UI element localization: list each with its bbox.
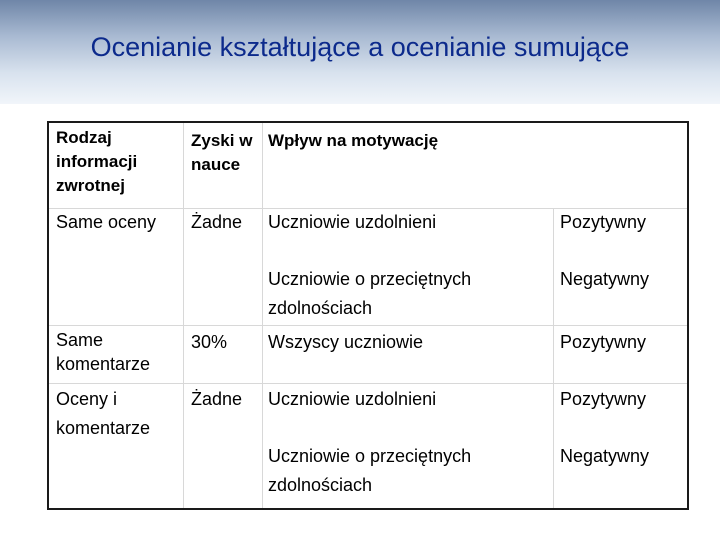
row5-student-group: Uczniowie o przeciętnych zdolnościach (268, 446, 472, 495)
column-divider (183, 123, 184, 508)
row3-feedback-type: Same komentarze (56, 330, 151, 374)
row3-student-group: Wszyscy uczniowie (268, 332, 424, 352)
row-divider (49, 325, 687, 326)
header-motivation-impact: Wpływ na motywację (268, 131, 439, 150)
row2-motivation-effect: Negatywny (560, 269, 650, 289)
row4-motivation-effect: Pozytywny (560, 389, 647, 409)
row1-feedback-type: Same oceny (56, 212, 157, 232)
row3-motivation-effect: Pozytywny (560, 332, 647, 352)
row3-learning-gain: 30% (191, 332, 228, 352)
row-divider (49, 383, 687, 384)
header-learning-gains: Zyski w nauce (191, 131, 253, 174)
column-divider (262, 123, 263, 508)
column-divider (553, 208, 554, 508)
row1-student-group: Uczniowie uzdolnieni (268, 212, 437, 232)
row4-feedback-type: Oceny i komentarze (56, 389, 151, 438)
slide-title: Ocenianie kształtujące a ocenianie sumujące (90, 32, 630, 62)
row4-learning-gain: Żadne (191, 389, 243, 409)
row2-student-group: Uczniowie o przeciętnych zdolnościach (268, 269, 472, 318)
row4-student-group: Uczniowie uzdolnieni (268, 389, 437, 409)
header-feedback-type: Rodzaj informacji zwrotnej (56, 128, 138, 195)
row5-motivation-effect: Negatywny (560, 446, 650, 466)
row1-motivation-effect: Pozytywny (560, 212, 647, 232)
row1-learning-gain: Żadne (191, 212, 243, 232)
